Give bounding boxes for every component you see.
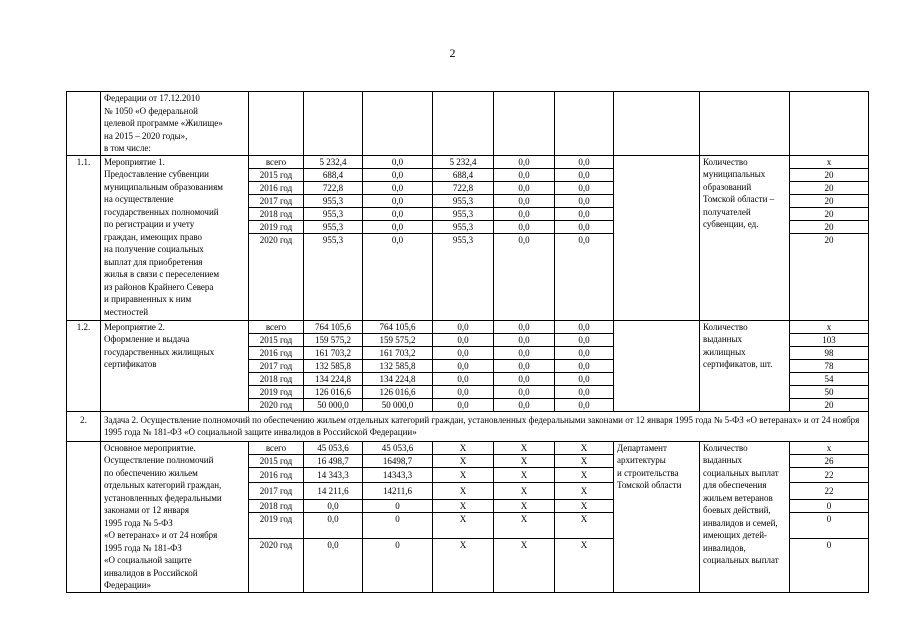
value-cell: 722,8 [304,182,362,195]
value-cell: X [433,442,493,455]
value-cell: x [790,442,868,455]
value-cell: 0,0 [433,360,493,373]
value-cell: 5 232,4 [433,156,493,169]
value-cell: 0,0 [518,234,530,245]
year-cell: всего [249,442,303,455]
value-cell: X [555,455,613,468]
measure-title: Федерации от 17.12.2010 № 1050 «О федеральной целевой программе «Жилище» на 2015 – 2020 годы», в том числе: [101,92,249,156]
value-cell: 0,0 [363,195,432,208]
table-row [67,92,869,156]
value-cell: 50 000,0 [317,399,349,410]
federal-column [363,441,433,592]
value-cell: 161 703,2 [304,347,362,360]
year-cell: всего [249,321,303,334]
value-cell: X [555,442,613,455]
value-cell: 134 224,8 [363,373,432,386]
value-cell: 955,3 [304,195,362,208]
value-cell: X [433,483,493,500]
value-cell: 14 211,6 [304,483,362,500]
executor-cell [614,320,700,411]
value-cell: 0,0 [391,234,404,245]
year-cell: 2015 год [249,169,303,182]
value-cell: 955,3 [433,208,493,221]
value-cell: 955,3 [433,195,493,208]
value-cell: 0,0 [304,500,362,513]
value-cell: 0,0 [494,334,554,347]
value-cell: 16498,7 [363,455,432,468]
value-cell: 159 575,2 [304,334,362,347]
indicator-values-column [790,155,869,320]
value-cell: X [555,483,613,500]
value-cell: 50 [790,386,868,399]
value-cell: 134 224,8 [304,373,362,386]
total-column [304,320,363,411]
task-heading: Задача 2. Осуществление полномочий по обеспечению жильем отдельных категорий граждан, установленных федеральными законами от 12 января 1995 года № 5-ФЗ «О ветеранах» и от 24 ноября 1995 года № 181-ФЗ «О социальной защите инвалидов в Российской Федерации» [101,411,869,441]
value-cell: x [790,156,868,169]
year-cell: 2017 год [249,360,303,373]
value-cell: 0,0 [433,321,493,334]
value-cell: 0,0 [555,156,613,169]
value-cell: 764 105,6 [304,321,362,334]
value-cell: 0,0 [304,513,362,539]
indicator-cell: Количество муниципальных образований Томской области – получателей субвенции, ед. [700,155,790,320]
value-cell: 161 703,2 [363,347,432,360]
value-cell: 126 016,6 [304,386,362,399]
year-cell: 2020 год [259,539,293,550]
other-column [555,320,614,411]
year-cell: 2019 год [249,386,303,399]
value-cell: 0,0 [363,169,432,182]
year-cell: 2017 год [249,195,303,208]
total-column [304,441,363,592]
value-cell: X [494,500,554,513]
value-cell: 0,0 [433,347,493,360]
measure-title: Основное мероприятие. Осуществление полномочий по обеспечению жильем отдельных категорий граждан, установленных федеральными законами от 12 января 1995 года № 5-ФЗ «О ветеранах» и от 24 ноября 1995 года № 181-ФЗ «О социальной защите инвалидов в Российской Федерации» [101,441,249,592]
year-cell: 2019 год [249,221,303,234]
value-cell: 0,0 [555,360,613,373]
value-cell: 688,4 [304,169,362,182]
value-cell: X [520,539,528,550]
years-column [249,320,304,411]
value-cell: X [494,455,554,468]
year-cell: всего [249,156,303,169]
value-cell: 0,0 [433,386,493,399]
local-column [494,320,555,411]
value-cell: 26 [790,455,868,468]
value-cell: 132 585,8 [363,360,432,373]
value-cell: 0,0 [494,156,554,169]
value-cell: X [494,468,554,483]
value-cell: 98 [790,347,868,360]
value-cell: 5 232,4 [304,156,362,169]
federal-column [363,320,433,411]
value-cell: 126 016,6 [363,386,432,399]
value-cell: 103 [790,334,868,347]
value-cell: 0,0 [363,221,432,234]
value-cell: 0,0 [494,386,554,399]
indicator-cell: Количество выданных социальных выплат для обеспечения жильем ветеранов боевых действий, инвалидов и семей, имеющих детей- инвалидов, социальных выплат [700,441,790,592]
value-cell: 20 [790,208,868,221]
years-column [249,441,304,592]
years-column [249,155,304,320]
value-cell: X [433,468,493,483]
program-table [66,91,869,593]
value-cell: 0,0 [555,208,613,221]
year-cell: 2018 год [249,373,303,386]
value-cell: 0,0 [494,208,554,221]
value-cell: 0,0 [555,386,613,399]
value-cell: 0,0 [555,182,613,195]
year-cell: 2017 год [249,483,303,500]
value-cell: 0,0 [494,169,554,182]
year-cell: 2018 год [249,208,303,221]
year-cell: 2020 год [259,234,293,245]
value-cell: 78 [790,360,868,373]
executor-cell: Департамент архитектуры и строительства Томской области [614,441,700,592]
value-cell: X [433,455,493,468]
year-cell: 2020 год [259,399,293,410]
value-cell: 22 [790,468,868,483]
value-cell: 0,0 [494,221,554,234]
year-cell: 2015 год [249,334,303,347]
value-cell: 0,0 [555,169,613,182]
value-cell: 0,0 [555,334,613,347]
value-cell: X [555,513,613,539]
year-cell: 2019 год [249,513,303,539]
value-cell: 0,0 [494,347,554,360]
value-cell: 54 [790,373,868,386]
indicator-values-column [790,441,869,592]
regional-column [433,155,494,320]
value-cell: 0,0 [363,182,432,195]
value-cell: X [433,500,493,513]
value-cell: 955,3 [304,208,362,221]
value-cell: 0 [826,539,832,550]
value-cell: 0,0 [494,321,554,334]
value-cell: 0,0 [494,182,554,195]
value-cell: 688,4 [433,169,493,182]
value-cell: 45 053,6 [363,442,432,455]
other-column [555,441,614,592]
value-cell: 0 [363,513,432,539]
value-cell: 20 [824,399,834,410]
value-cell: X [494,513,554,539]
value-cell: X [459,539,467,550]
year-cell: 2016 год [249,182,303,195]
value-cell: 0,0 [363,156,432,169]
value-cell: 0,0 [578,399,590,410]
value-cell: 20 [790,221,868,234]
value-cell: 159 575,2 [363,334,432,347]
value-cell: 0,0 [555,373,613,386]
value-cell: 0,0 [494,360,554,373]
value-cell: 0,0 [433,373,493,386]
local-column [494,441,555,592]
value-cell: X [494,483,554,500]
value-cell: 0,0 [494,195,554,208]
table-row [67,441,869,592]
value-cell: 0,0 [555,321,613,334]
value-cell: X [580,539,588,550]
indicator-values-column [790,320,869,411]
value-cell: 20 [824,234,834,245]
local-column [494,155,555,320]
row-number: 1.1. [67,155,101,320]
year-cell: 2016 год [249,468,303,483]
indicator-cell: Количество выданных жилищных сертификатов, шт. [700,320,790,411]
value-cell: 0,0 [555,221,613,234]
year-cell: 2015 год [249,455,303,468]
measure-title: Мероприятие 2. Оформление и выдача государственных жилищных сертификатов [101,320,249,411]
row-number: 2. [67,411,101,441]
value-cell: 0,0 [494,373,554,386]
value-cell: 0 [790,500,868,513]
value-cell: 14 343,3 [304,468,362,483]
value-cell: 0,0 [433,334,493,347]
table-row [67,155,869,320]
value-cell: 20 [790,169,868,182]
value-cell: X [433,513,493,539]
value-cell: 20 [790,182,868,195]
value-cell: X [494,442,554,455]
value-cell: X [555,468,613,483]
value-cell: 764 105,6 [363,321,432,334]
year-cell: 2016 год [249,347,303,360]
value-cell: 14211,6 [363,483,432,500]
value-cell: 14343,3 [363,468,432,483]
other-column [555,155,614,320]
value-cell: 955,3 [304,221,362,234]
value-cell: 955,3 [433,221,493,234]
executor-cell [614,155,700,320]
value-cell: 20 [790,195,868,208]
value-cell: 0,0 [457,399,469,410]
table-row [67,320,869,411]
value-cell: X [555,500,613,513]
value-cell: 0 [363,500,432,513]
value-cell: 0,0 [363,208,432,221]
value-cell: 0,0 [578,234,590,245]
measure-title: Мероприятие 1. Предоставление субвенции муниципальным образованиям на осуществление государственных полномочий по регистрации и учету граждан, имеющих право на получение социальных выплат для приобретения жилья в связи с переселением из районов Крайнего Севера и приравненных к ним местностей [101,155,249,320]
value-cell: 45 053,6 [304,442,362,455]
regional-column [433,441,494,592]
value-cell: 0 [790,513,868,539]
year-cell: 2018 год [249,500,303,513]
value-cell: 132 585,8 [304,360,362,373]
row-number: 1.2. [67,320,101,411]
page-number: 2 [449,46,456,60]
value-cell: 0,0 [518,399,530,410]
value-cell: 22 [790,483,868,500]
value-cell: 0,0 [555,347,613,360]
regional-column [433,320,494,411]
total-column [304,155,363,320]
value-cell: 955,3 [452,234,474,245]
federal-column [363,155,433,320]
row-number [67,441,101,592]
value-cell: 0,0 [555,195,613,208]
value-cell: x [790,321,868,334]
row-number [67,92,101,156]
value-cell: 722,8 [433,182,493,195]
value-cell: 16 498,7 [304,455,362,468]
table-row [67,411,869,441]
value-cell: 0,0 [327,539,339,550]
value-cell: 0 [395,539,400,550]
value-cell: 955,3 [322,234,344,245]
value-cell: 50 000,0 [381,399,414,410]
